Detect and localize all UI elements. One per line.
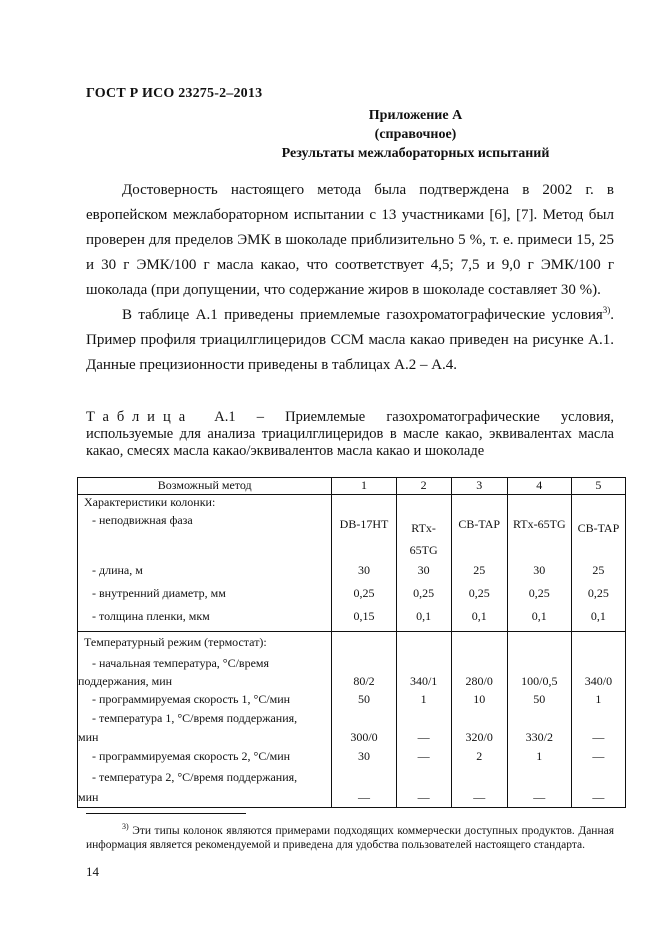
table-cell: 0,25 — [571, 584, 625, 607]
paragraph-2-end: . Пример профиля триацилглицеридов ССМ масла какао приведен на рисунке А.1. Данные прецизионности приведены в таблицах А.2 – А.4. — [86, 307, 614, 373]
table-cell: 50 — [332, 690, 396, 709]
table-row — [78, 690, 626, 709]
annex-status-wrap — [0, 127, 661, 143]
table-cell: 0,1 — [396, 607, 451, 632]
table-row — [78, 767, 626, 808]
table-cell: RTx-65TG — [507, 513, 571, 561]
annex-label: Приложение А — [368, 108, 463, 123]
table-row — [78, 709, 626, 747]
table-cell: 30 — [507, 561, 571, 584]
table-caption — [86, 409, 614, 460]
table-cell: CB-TAP — [451, 513, 507, 561]
table-cell: 0,25 — [332, 584, 396, 607]
body-text — [86, 178, 614, 378]
table-row — [78, 495, 626, 514]
footnote — [86, 820, 614, 852]
annex-heading-wrap — [0, 146, 661, 162]
table-cell: 0,1 — [451, 607, 507, 632]
table-cell: 0,25 — [451, 584, 507, 607]
table-cell: 1 — [507, 747, 571, 767]
footnote-text: Эти типы колонок являются примерами подходящих коммерчески доступных продуктов. Данная информация является рекомендуемой и приведена для удобства пользователей настоящего стандарта. — [86, 824, 614, 851]
row-label: - толщина пленки, мкм — [92, 609, 210, 623]
table-row — [78, 607, 626, 632]
section-label: Температурный режим (термостат): — [78, 632, 332, 655]
table-row — [78, 747, 626, 767]
row-label: - начальная температура, °С/время — [92, 656, 270, 670]
table-cell: 300/0 — [332, 709, 396, 747]
table-cell: — — [396, 747, 451, 767]
annex-heading: Результаты межлабораторных испытаний — [281, 146, 550, 161]
table-cell: 1 — [571, 690, 625, 709]
table-cell: 2 — [451, 747, 507, 767]
header-cell: 5 — [571, 478, 625, 495]
table-row — [78, 561, 626, 584]
table-cell: 30 — [332, 747, 396, 767]
paragraph-2-start: В таблице А.1 приведены приемлемые газохроматографические условия — [122, 307, 603, 323]
header-cell: Возможный метод — [78, 478, 332, 495]
table-cell: 30 — [396, 561, 451, 584]
footnote-divider — [86, 813, 246, 814]
table-cell: 10 — [451, 690, 507, 709]
table-cell: 0,25 — [396, 584, 451, 607]
table-cell: CB-TAP — [571, 513, 625, 561]
table-cell: 340/1 — [396, 654, 451, 690]
row-label-cont: поддержания, мин — [78, 674, 173, 688]
annex-title — [0, 108, 661, 124]
table-cell: DB-17HT — [332, 513, 396, 561]
paragraph-2 — [86, 303, 614, 378]
document-code: ГОСТ Р ИСО 23275-2–2013 — [86, 86, 263, 101]
row-label-cont: мин — [78, 790, 99, 804]
footnote-mark: 3) — [122, 822, 129, 831]
annex-status: (справочное) — [374, 127, 457, 142]
table-cell: 100/0,5 — [507, 654, 571, 690]
table-cell: RTx-65TG — [396, 513, 451, 561]
table-cell: 320/0 — [451, 709, 507, 747]
table-cell: — — [571, 767, 625, 808]
table-cell: — — [396, 709, 451, 747]
paragraph-1: Достоверность настоящего метода была подтверждена в 2002 г. в европейском межлабораторном испытании с 13 участниками [6], [7]. Метод был проверен для пределов ЭМК в шоколаде приблизительно 5 %, т. е. примеси 15, 25 и 30 г ЭМК/100 г масла какао, что соответствует 4,5; 7,5 и 9,0 г ЭМК/100 г шоколада (при допущении, что содержание жиров в шоколаде составляет 30 %). — [86, 182, 614, 298]
table-row — [78, 584, 626, 607]
table-cell: 280/0 — [451, 654, 507, 690]
table-cell: — — [507, 767, 571, 808]
table-caption-text: А.1 – Приемлемые газохроматографические условия, используемые для анализа триацилглицеридов в масле какао, эквивалентах масла какао, смесях масла какао/эквивалентов масла какао и шоколаде — [86, 409, 615, 459]
row-label: - длина, м — [92, 563, 143, 577]
header-cell: 1 — [332, 478, 396, 495]
table-cell: — — [571, 747, 625, 767]
table-row — [78, 513, 626, 561]
table-cell: 30 — [332, 561, 396, 584]
table-cell: — — [571, 709, 625, 747]
row-label: - программируемая скорость 1, °С/мин — [78, 690, 332, 709]
row-label-cont: мин — [78, 730, 99, 744]
table-cell: 0,1 — [571, 607, 625, 632]
table-cell: 25 — [571, 561, 625, 584]
page-number: 14 — [86, 864, 99, 879]
row-label: - внутренний диаметр, мм — [92, 586, 226, 600]
row-label: - неподвижная фаза — [92, 513, 193, 527]
table-row — [78, 632, 626, 655]
table-cell: 0,25 — [507, 584, 571, 607]
table-cell: 80/2 — [332, 654, 396, 690]
row-label: - температура 1, °С/время поддержания, — [92, 711, 298, 725]
header-cell: 2 — [396, 478, 451, 495]
header-cell: 3 — [451, 478, 507, 495]
row-label: - температура 2, °С/время поддержания, — [92, 770, 298, 784]
table-caption-label: Таблица — [86, 409, 194, 425]
table-cell: 1 — [396, 690, 451, 709]
section-label: Характеристики колонки: — [78, 495, 332, 514]
table-cell: 0,15 — [332, 607, 396, 632]
footnote-ref[interactable]: 3) — [602, 305, 611, 315]
table-cell: 50 — [507, 690, 571, 709]
table-header-row — [78, 478, 626, 495]
table-cell: 340/0 — [571, 654, 625, 690]
table-cell: 0,1 — [507, 607, 571, 632]
row-label: - программируемая скорость 2, °С/мин — [78, 747, 332, 767]
header-cell: 4 — [507, 478, 571, 495]
table-row — [78, 654, 626, 690]
table-cell: 330/2 — [507, 709, 571, 747]
gc-conditions-table — [77, 477, 626, 808]
table-cell: — — [396, 767, 451, 808]
table-cell: — — [332, 767, 396, 808]
table-cell: 25 — [451, 561, 507, 584]
table-cell: — — [451, 767, 507, 808]
